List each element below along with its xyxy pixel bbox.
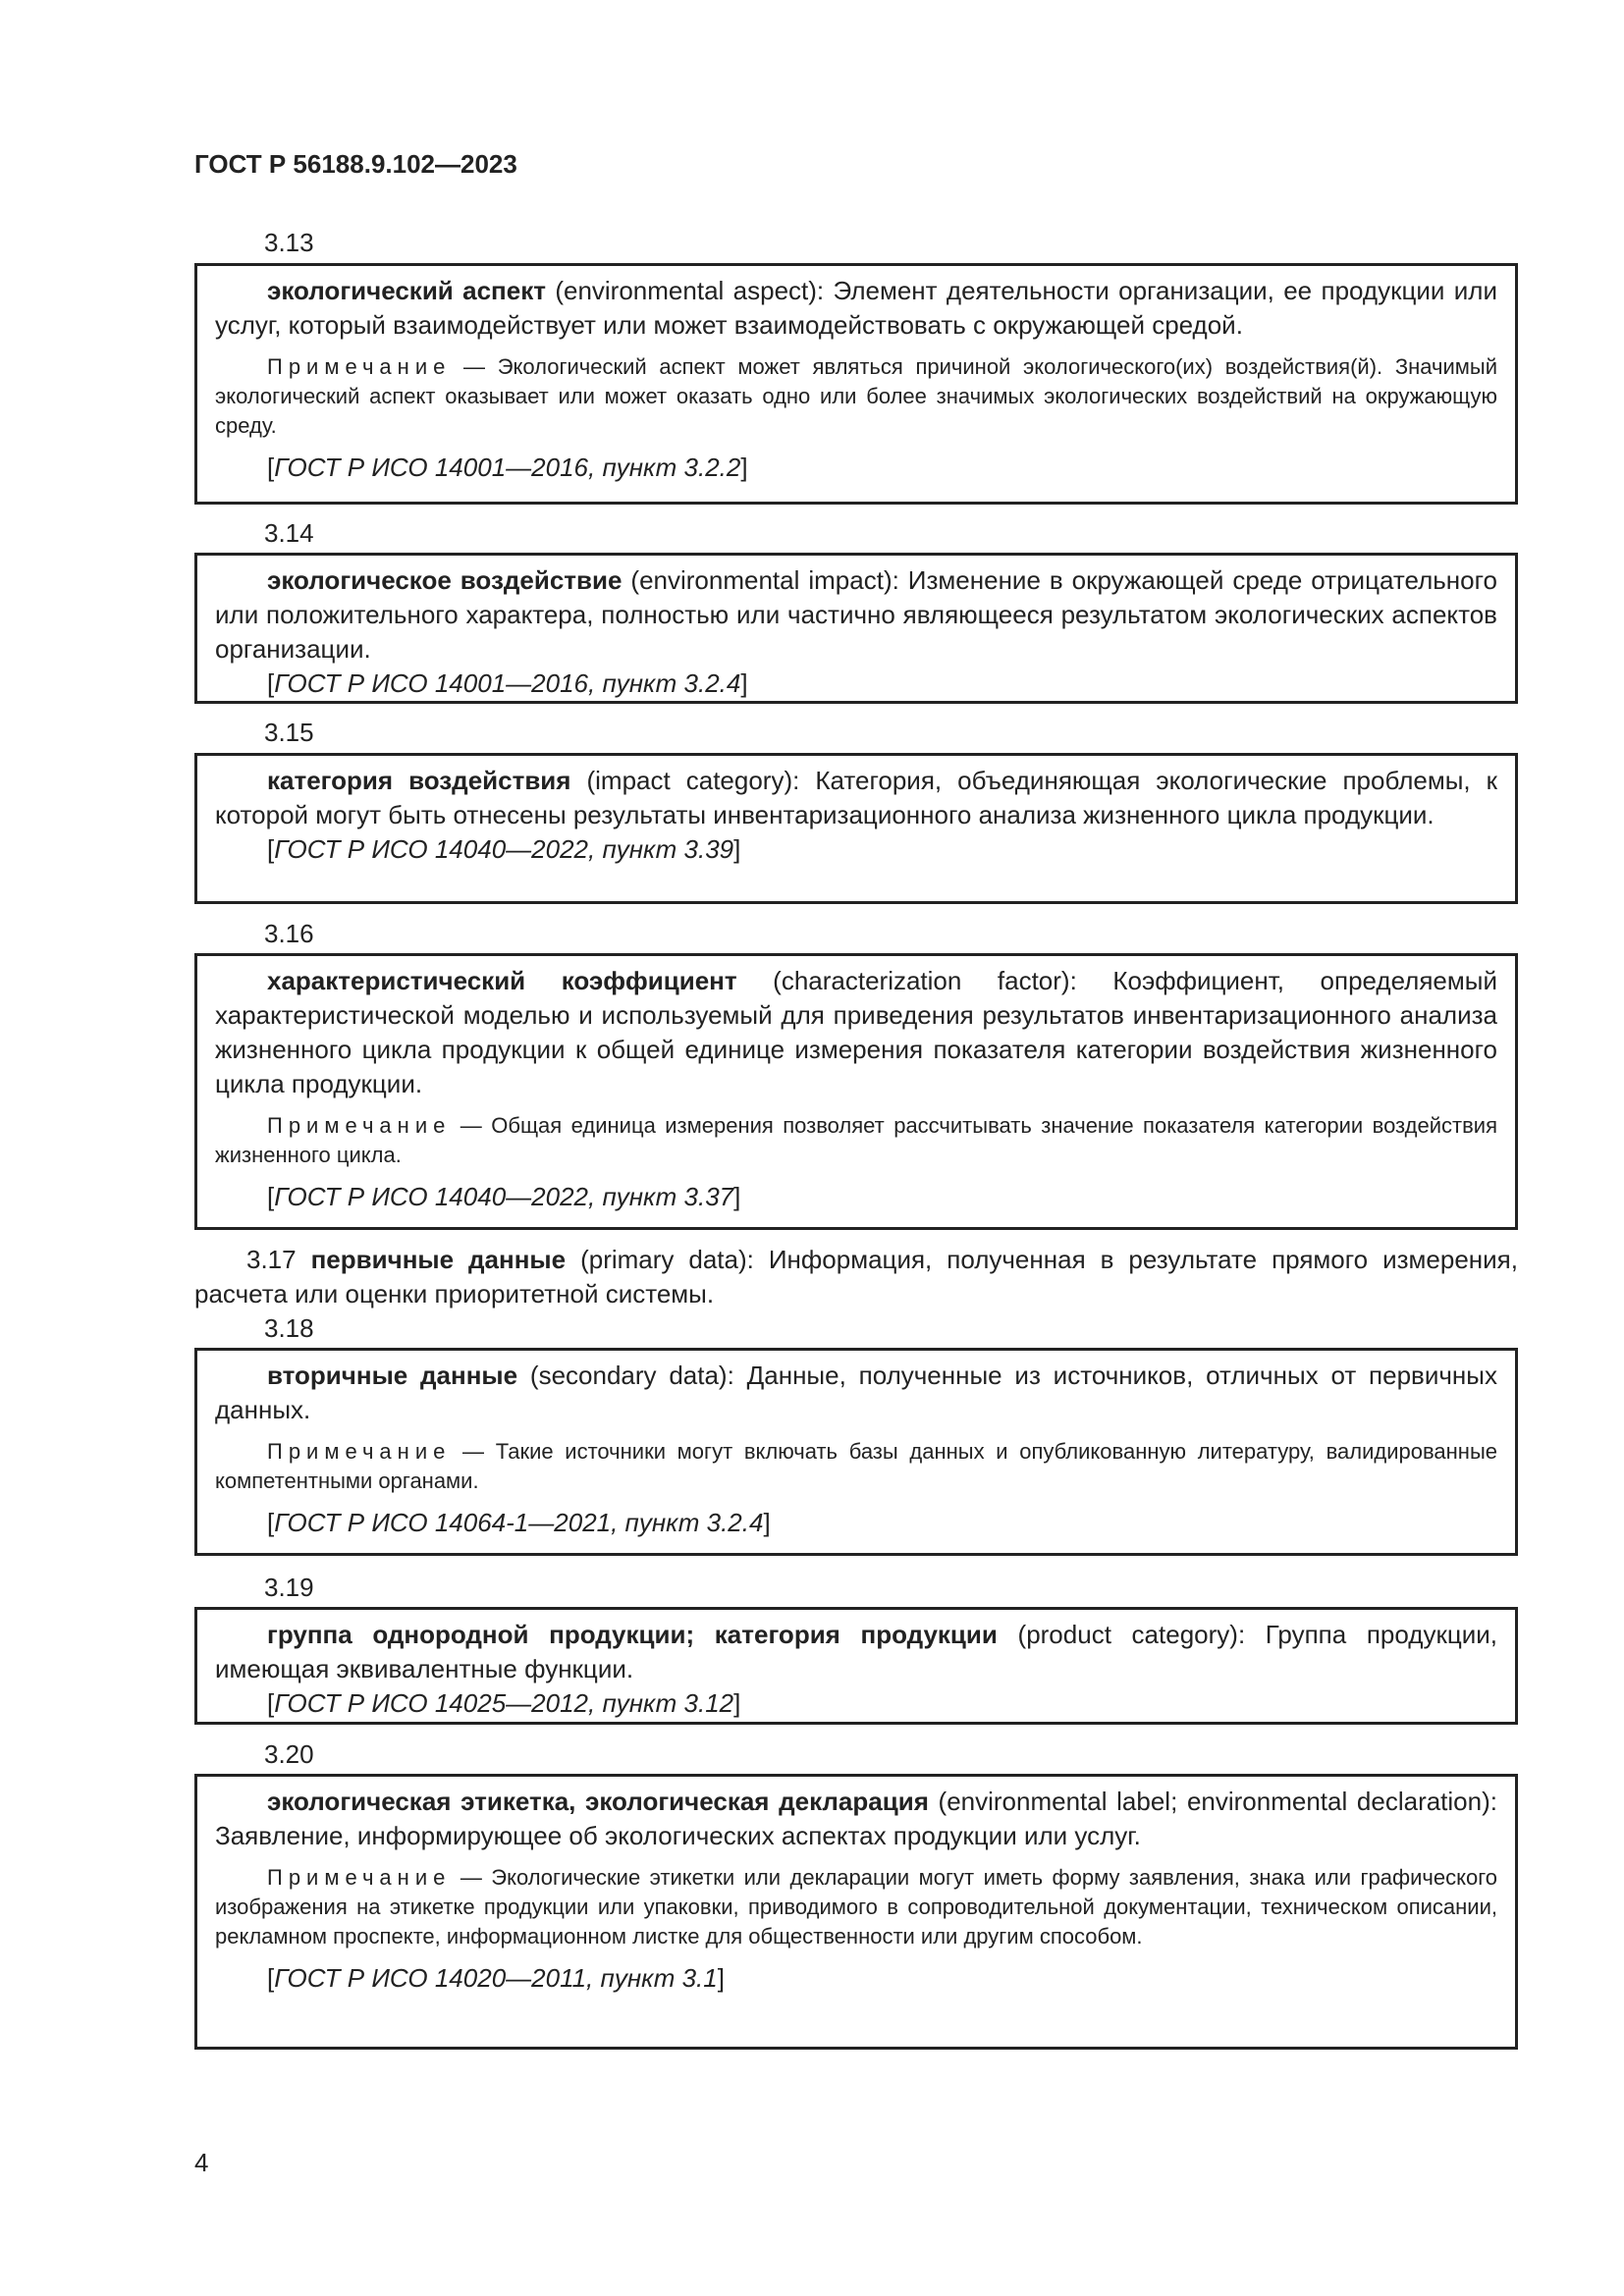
term-box <box>194 1607 1518 1725</box>
definition-text: : Изменение в окружающей среде отрицательного или положительного характера, полностью или частично являющееся результатом экологических аспектов организации. <box>215 565 1497 664</box>
definition-text: : Данные, полученные из источников, отличных от первичных данных. <box>215 1361 1497 1424</box>
term-en: (product category) <box>1017 1620 1238 1649</box>
term-box <box>194 1348 1518 1556</box>
definition <box>215 563 1497 667</box>
term-en: (primary data) <box>580 1245 747 1274</box>
term-box <box>194 1774 1518 2050</box>
note <box>215 352 1497 441</box>
entry-number: 3.17 <box>246 1245 297 1274</box>
entry-number: 3.13 <box>264 228 314 257</box>
term-box <box>194 263 1518 505</box>
entry-number: 3.14 <box>264 518 314 548</box>
source-ref: [ГОСТ Р ИСО 14020—2011, пункт 3.1] <box>267 1963 725 1993</box>
entry-number: 3.18 <box>264 1313 314 1343</box>
source-text: ГОСТ Р ИСО 14025—2012, пункт 3.12 <box>274 1688 734 1718</box>
term-entry-plain <box>194 1243 1518 1311</box>
term: первичные данные <box>310 1245 567 1274</box>
source-ref: [ГОСТ Р ИСО 14025—2012, пункт 3.12] <box>267 1688 741 1718</box>
definition <box>215 1618 1497 1686</box>
definition <box>215 1785 1497 1853</box>
definition-text: : Заявление, информирующее об экологических аспектах продукции или услуг. <box>215 1787 1497 1850</box>
term: экологический аспект <box>267 276 546 305</box>
term: экологическая этикетка, экологическая декларация <box>267 1787 929 1816</box>
term-box <box>194 953 1518 1230</box>
entry-number: 3.15 <box>264 718 314 747</box>
note-text: — Такие источники могут включать базы данных и опубликованную литературу, валидированные компетентными органами. <box>215 1439 1497 1493</box>
term-en: (secondary data) <box>529 1361 728 1390</box>
term-en: (environmental label; environmental declaration) <box>938 1787 1490 1816</box>
term: вторичные данные <box>267 1361 518 1390</box>
definition <box>215 764 1497 832</box>
definition <box>215 964 1497 1101</box>
source-text: ГОСТ Р ИСО 14020—2011, пункт 3.1 <box>274 1963 718 1993</box>
source-ref: [ГОСТ Р ИСО 14001—2016, пункт 3.2.2] <box>267 453 748 482</box>
term: экологическое воздействие <box>267 565 623 595</box>
definition <box>194 1243 1518 1311</box>
term-en: (environmental aspect) <box>555 276 817 305</box>
note-text: — Экологический аспект может являться причиной экологического(их) воздействия(й). Значимый экологический аспект оказывает или может оказать одно или более значимых экологических воздействий на окружающую среду. <box>215 354 1497 438</box>
definition-text: : Информация, полученная в результате прямого измерения, расчета или оценки приоритетной системы. <box>194 1245 1518 1308</box>
term-box <box>194 553 1518 704</box>
source-text: ГОСТ Р ИСО 14001—2016, пункт 3.2.4 <box>274 668 741 698</box>
note <box>215 1437 1497 1496</box>
term-en: (environmental impact) <box>630 565 893 595</box>
note-label: Примечание <box>267 1865 452 1890</box>
term-en: (impact category) <box>586 766 793 795</box>
term-en: (characterization factor) <box>773 966 1070 995</box>
note-label: Примечание <box>267 354 452 379</box>
definition-text: : Коэффициент, определяемый характеристической моделью и используемый для приведения результатов инвентаризационного анализа жизненного цикла продукции к общей единице измерения показателя категории воздействия жизненного цикла продукции. <box>215 966 1497 1098</box>
source-text: ГОСТ Р ИСО 14040—2022, пункт 3.39 <box>274 834 734 864</box>
definition-text: : Группа продукции, имеющая эквивалентные функции. <box>215 1620 1497 1683</box>
definition-text: : Категория, объединяющая экологические проблемы, к которой могут быть отнесены результаты инвентаризационного анализа жизненного цикла продукции. <box>215 766 1497 829</box>
document-header: ГОСТ Р 56188.9.102—2023 <box>194 149 517 179</box>
definition <box>215 1359 1497 1427</box>
source-text: ГОСТ Р ИСО 14001—2016, пункт 3.2.2 <box>274 453 741 482</box>
entry-number: 3.19 <box>264 1573 314 1602</box>
note <box>215 1111 1497 1170</box>
note-text: — Экологические этикетки или декларации могут иметь форму заявления, знака или графического изображения на этикетке продукции или упаковки, приводимого в сопроводительной документации, техническом описании, рекламном проспекте, информационном листке для общественности или другим способом. <box>215 1865 1497 1949</box>
source-ref: [ГОСТ Р ИСО 14040—2022, пункт 3.37] <box>267 1182 741 1211</box>
source-ref: [ГОСТ Р ИСО 14040—2022, пункт 3.39] <box>267 834 741 864</box>
term-box <box>194 753 1518 904</box>
definition-text: : Элемент деятельности организации, ее продукции или услуг, который взаимодействует или может взаимодействовать с окружающей средой. <box>215 276 1497 340</box>
page-number: 4 <box>194 2148 209 2177</box>
source-ref: [ГОСТ Р ИСО 14001—2016, пункт 3.2.4] <box>267 668 748 698</box>
source-text: ГОСТ Р ИСО 14040—2022, пункт 3.37 <box>274 1182 734 1211</box>
entry-number: 3.20 <box>264 1739 314 1769</box>
term: категория воздействия <box>267 766 571 795</box>
term: характеристический коэффициент <box>267 966 737 995</box>
entry-number: 3.16 <box>264 919 314 948</box>
term: группа однородной продукции; категория продукции <box>267 1620 998 1649</box>
source-ref: [ГОСТ Р ИСО 14064-1—2021, пункт 3.2.4] <box>267 1508 771 1537</box>
note <box>215 1863 1497 1951</box>
source-text: ГОСТ Р ИСО 14064-1—2021, пункт 3.2.4 <box>274 1508 764 1537</box>
note-text: — Общая единица измерения позволяет рассчитывать значение показателя категории воздействия жизненного цикла. <box>215 1113 1497 1167</box>
note-label: Примечание <box>267 1113 452 1138</box>
note-label: Примечание <box>267 1439 452 1464</box>
definition <box>215 274 1497 343</box>
